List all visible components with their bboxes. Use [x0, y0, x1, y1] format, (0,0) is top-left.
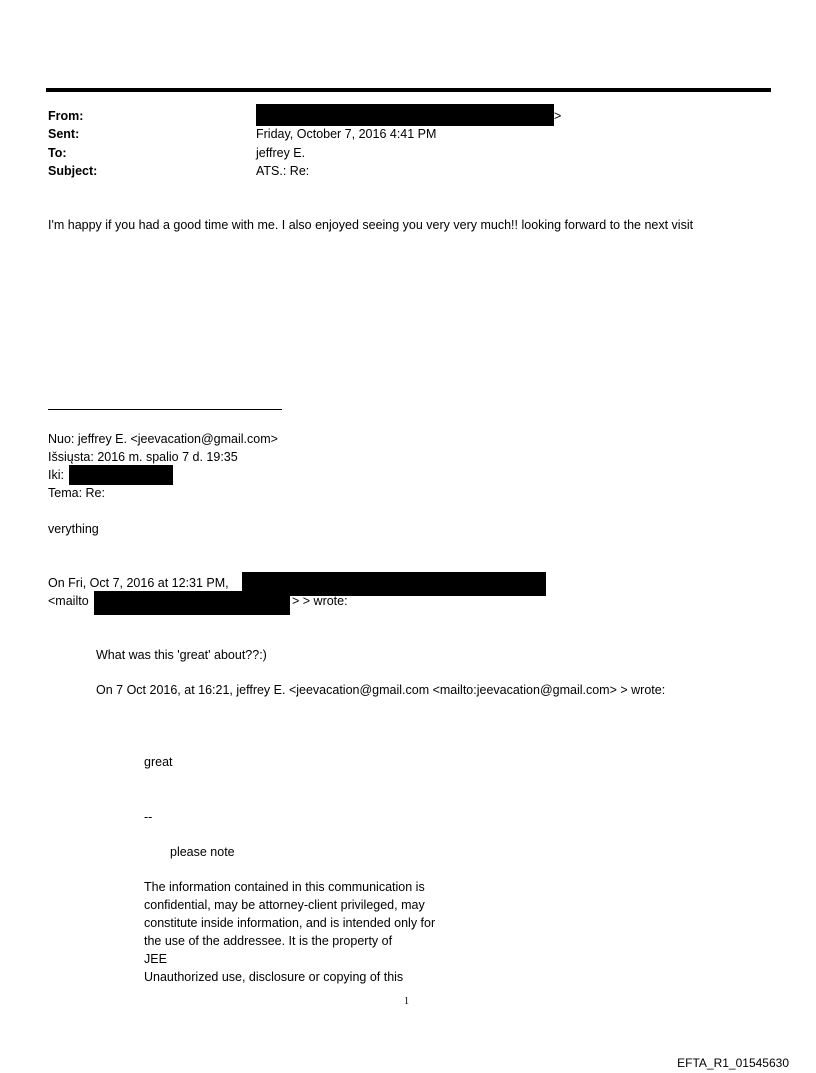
- document-id: EFTA_R1_01545630: [677, 1056, 789, 1070]
- quote1-wrote: > > wrote:: [292, 594, 348, 608]
- disclaimer-line: Unauthorized use, disclosure or copying of this: [144, 970, 404, 984]
- from-label: From:: [48, 109, 84, 123]
- quote2-header: On 7 Oct 2016, at 16:21, jeffrey E. <jeevacation@gmail.com <mailto:jeevacation@gmail.com> > wrote:: [96, 683, 666, 697]
- quote1-mailto-prefix: <mailto: [48, 594, 89, 608]
- quote1-header-line1: On Fri, Oct 7, 2016 at 12:31 PM,: [48, 576, 229, 590]
- signature-dash: --: [144, 810, 153, 824]
- from-value-suffix: >: [554, 109, 562, 123]
- to-value: jeffrey E.: [256, 146, 306, 160]
- quote2-great: great: [144, 755, 173, 769]
- header-rule: [46, 88, 771, 92]
- redaction-quote1-mailto: [94, 591, 290, 615]
- forwarded-to-label: Iki:: [48, 468, 64, 482]
- message-body: I'm happy if you had a good time with me. I also enjoyed seeing you very very much!! looking forward to the next visit: [48, 218, 694, 232]
- sent-value: Friday, October 7, 2016 4:41 PM: [256, 127, 437, 141]
- disclaimer-line: The information contained in this communication is: [144, 880, 425, 894]
- quote1-text: What was this 'great' about??:): [96, 648, 267, 662]
- page-number: 1: [404, 996, 409, 1007]
- redaction-to: [69, 465, 173, 485]
- disclaimer-line: constitute inside information, and is intended only for: [144, 916, 436, 930]
- disclaimer-line: JEE: [144, 952, 167, 966]
- disclaimer-line: confidential, may be attorney-client privileged, may: [144, 898, 425, 912]
- subject-value: ATS.: Re:: [256, 164, 310, 178]
- forwarded-sent: Išsiųsta: 2016 m. spalio 7 d. 19:35: [48, 450, 238, 464]
- please-note: please note: [170, 845, 235, 859]
- forwarded-text: verything: [48, 522, 99, 536]
- separator-rule: [48, 409, 282, 410]
- forwarded-from: Nuo: jeffrey E. <jeevacation@gmail.com>: [48, 432, 278, 446]
- forwarded-subject: Tema: Re:: [48, 486, 105, 500]
- subject-label: Subject:: [48, 164, 98, 178]
- disclaimer-line: the use of the addressee. It is the property of: [144, 934, 393, 948]
- to-label: To:: [48, 146, 67, 160]
- redaction-from: [256, 104, 554, 126]
- sent-label: Sent:: [48, 127, 80, 141]
